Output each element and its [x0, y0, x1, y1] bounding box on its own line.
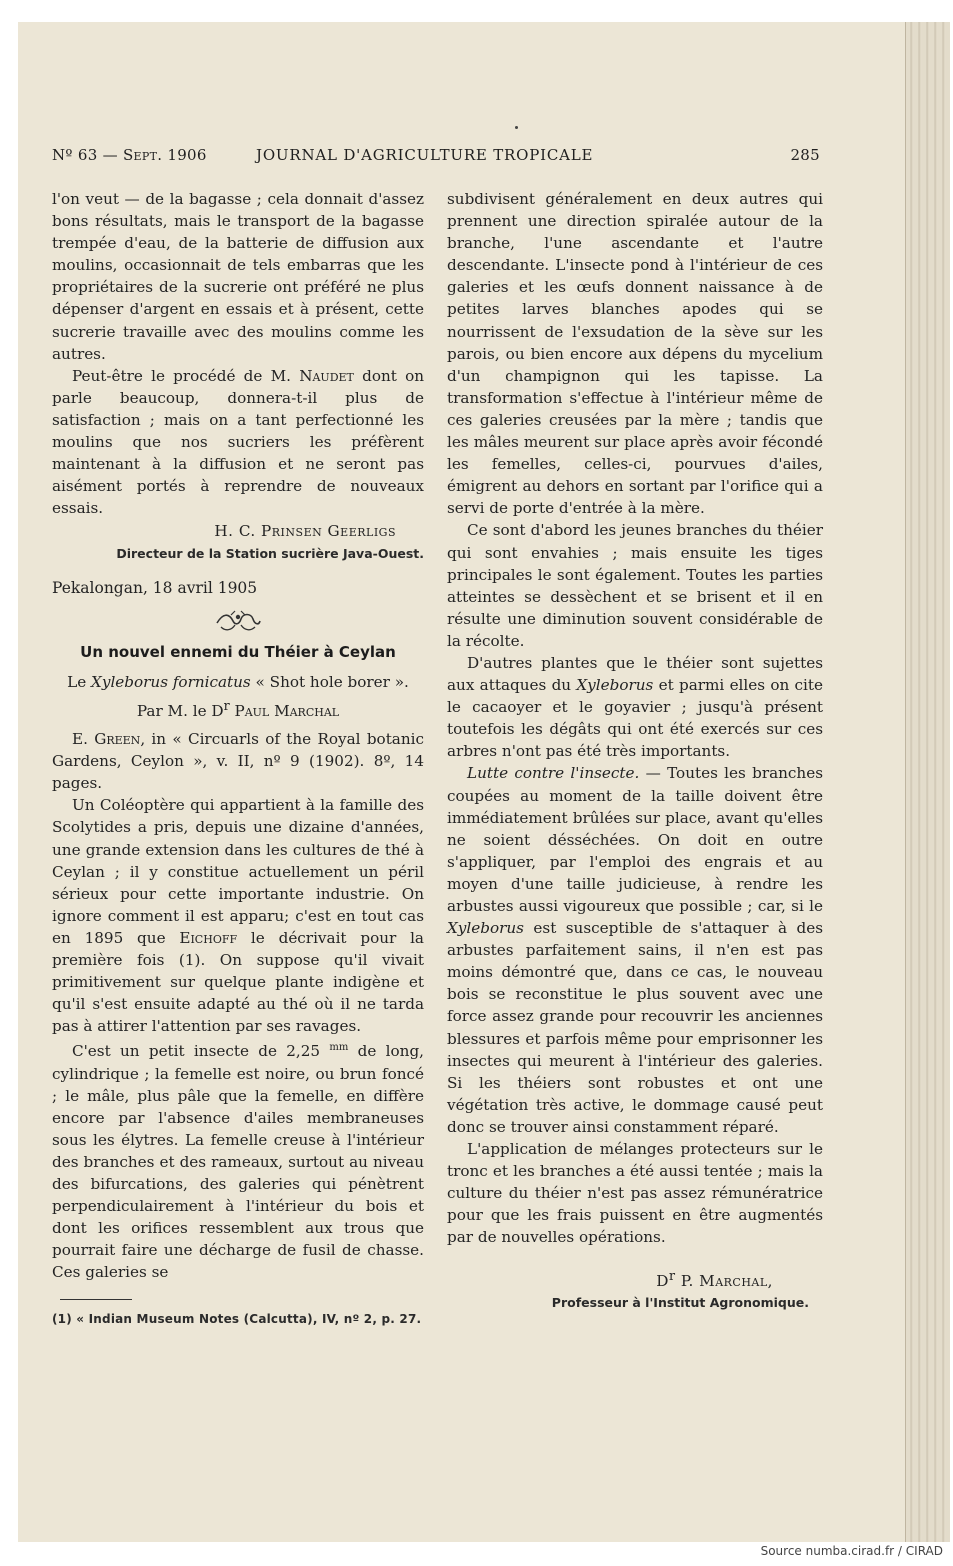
left-paragraph-4: C'est un petit insecte de 2,25 $^{mm}$ de long, cylindrique ; la femelle est noire, ou brun foncé ; le mâle, plus pâle que la femelle, en diffère encore par l'absence d'ailes membraneuses sous les élytres. La femelle creuse à l'intérieur des branches et des rameaux, surtout au niveau des bifurcations, des galeries qui pénètrent perpendiculairement à l'intérieur du bois et dont les orifices ressemblent aux trous que pourrait faire une décharge de fusil de chasse. Ces galeries se [52, 1042, 424, 1282]
source-credit: Source numba.cirad.fr / CIRAD [760, 1544, 943, 1558]
left-paragraph-2: Peut-être le procédé de M. Naudet dont on parle beaucoup, donnera-t-il plus de satisfaction ; mais on a tant perfectionné les moulins que nos sucriers les préfèrent maintenant à la diffusion et ne seront pas aisément portés à reprendre de nouveaux essais. [52, 366, 425, 518]
right-paragraph-5: L'application de mélanges protecteurs sur le tronc et les branches a été aussi tentée ; mais la culture du théier n'est pas assez rémunératrice pour que les frais puissent en être augmentés par de nouvelles opérations. [447, 1140, 823, 1247]
left-paragraph-1: l'on veut — de la bagasse ; cela donnait d'assez bons résultats, mais le transport de la bagasse trempée d'eau, de la batterie de diffusion aux moulins, occasionnait de tels embarras que les propriétaires de la sucrerie ont préféré ne plus dépenser d'argent en essais et à présent, cette sucrerie travaille avec des moulins comme les autres. [52, 190, 424, 363]
section-heading-lutte: Lutte contre l'insecte. [467, 764, 640, 783]
person-name-naudet: Naudet [299, 366, 354, 385]
article-byline: Par M. le $D^r$ Paul Marchal [136, 697, 340, 720]
reference-paragraph: E. Green, in « Circuarls of the Royal botanic Gardens, Ceylon », v. II, nº 9 (1902). 8º, 14 pages. [52, 730, 424, 793]
place-date: Pekalongan, 18 avril 1905 [52, 578, 258, 597]
latin-species-name: Xyleborus fornicatus [91, 672, 251, 691]
signature-marchal-title: Professeur à l'Institut Agronomique. [551, 1294, 809, 1310]
signature-marchal: $D^r$ P. Marchal, [656, 1267, 773, 1290]
left-paragraph-3: Un Coléoptère qui appartient à la famille des Scolytides a pris, depuis une dizaine d'années, une grande extension dans les cultures de thé à Ceylan ; il y constitue actuellement un péril sérieux pour cette importante industrie. On ignore comment il est apparu; c'est en tout cas en 1895 que Eichoff le décrivait pour la première fois (1). On suppose qu'il vivait primitivement sur quelque plante indigène et qu'il s'est ensuite adapté au thé où il ne tarda pas à attirer l'attention par ses ravages. [52, 796, 424, 1036]
signature-name: H. C. Prinsen Geerligs [214, 522, 396, 541]
signature-title: Directeur de la Station sucrière Java-Ouest. [116, 545, 424, 561]
footnote-divider [60, 1299, 132, 1300]
person-name-eichoff: Eichoff [179, 928, 238, 947]
article-subtitle: Le Xyleborus fornicatus « Shot hole borer ». [67, 672, 409, 691]
left-column [52, 188, 424, 1331]
issue-label: Nº 63 — Sept. 1906 [52, 146, 207, 164]
article-title: Un nouvel ennemi du Théier à Ceylan [80, 642, 396, 661]
page-number: 285 [790, 146, 820, 164]
right-column [447, 188, 823, 1314]
right-paragraph-2: Ce sont d'abord les jeunes branches du théier qui sont envahies ; mais ensuite les tiges principales le sont également. Toutes les parties atteintes se dessèchent et se brisent et il en résulte une diminution souvent considérable de la récolte. [447, 521, 823, 650]
right-paragraph-3: D'autres plantes que le théier sont sujettes aux attaques du Xyleborus et parmi elles on cite le cacaoyer et le goyavier ; jusqu'à présent toutefois les dégâts qui ont été exercés sur ces arbres n'ont pas été très importants. [447, 653, 824, 761]
print-mark [515, 126, 518, 129]
page-edges [905, 22, 950, 1542]
journal-title: JOURNAL D'AGRICULTURE TROPICALE [256, 146, 594, 164]
ornament-icon [52, 609, 424, 635]
running-header [52, 146, 822, 168]
footnote: (1) « Indian Museum Notes (Calcutta), IV, nº 2, p. 27. [52, 1312, 422, 1327]
right-paragraph-1: subdivisent généralement en deux autres qui prennent une direction spiralée autour de la branche, l'une ascendante et l'autre descendante. L'insecte pond à l'intérieur de ces galeries et les œufs donnent naissance à de petites larves blanches apodes qui se nourrissent de l'exsudation de la sève sur les parois, ou bien encore aux dépens du mycelium d'un champignon qui les tapisse. La transformation s'effectue à l'intérieur même de ces galeries creusées par la mère ; tandis que les mâles meurent sur place après avoir fécondé les femelles, celles-ci, pourvues d'ailes, émigrent au dehors en sortant par l'orifice qui a servi de porte d'entrée à la mère. [447, 190, 823, 518]
right-paragraph-4: Lutte contre l'insecte. — Toutes les branches coupées au moment de la taille doivent être immédiatement brûlées sur place, avant qu'elles ne soient désséchées. On doit en outre s'appliquer, par l'emploi des engrais et au moyen d'une taille judicieuse, à rendre les arbustes aussi vigoureux que possible ; car, si le Xyleborus est susceptible de s'attaquer à des arbustes parfaitement sains, il n'en est pas moins démontré que, dans ce cas, le nouveau bois se reconstitue le plus souvent avec une force assez grande pour recouvrir les anciennes blessures et parfois même pour emprisonner les insectes qui meurent à l'intérieur des galeries. Si les théiers sont robustes et ont une végétation très active, le dommage causé peut donc se trouver ainsi constamment réparé. [447, 764, 823, 1136]
